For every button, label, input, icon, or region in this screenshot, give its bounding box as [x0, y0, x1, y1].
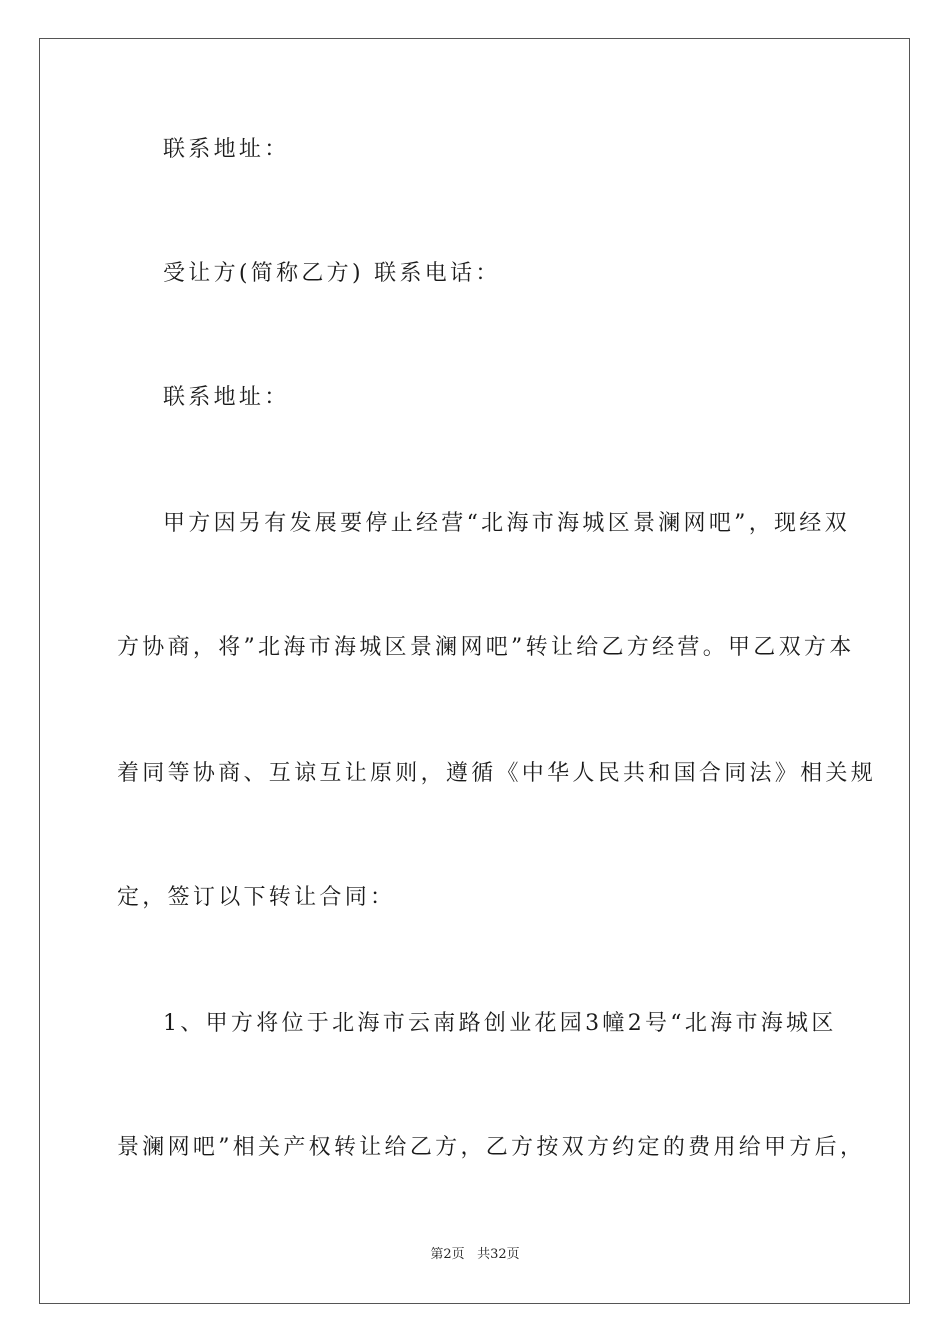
paragraph-line: 定，签订以下转让合同： — [117, 885, 396, 910]
contact-address-line-2: 联系地址： — [163, 385, 290, 410]
clause-line: 1、甲方将位于北海市云南路创业花园3幢2号“北海市海城区 — [163, 1011, 837, 1036]
page-number: 第2页 — [430, 1247, 465, 1262]
contact-address-line-1: 联系地址： — [163, 137, 290, 162]
paragraph-line: 甲方因另有发展要停止经营“北海市海城区景澜网吧”，现经双 — [163, 511, 850, 536]
transferee-line: 受让方(简称乙方) 联系电话： — [163, 261, 501, 286]
clause-line: 景澜网吧”相关产权转让给乙方，乙方按双方约定的费用给甲方后， — [117, 1135, 866, 1160]
page-footer — [0, 1246, 950, 1264]
page-border — [39, 38, 910, 1304]
page-total: 共32页 — [477, 1247, 520, 1262]
paragraph-line: 着同等协商、互谅互让原则，遵循《中华人民共和国合同法》相关规 — [117, 761, 877, 786]
paragraph-line: 方协商，将”北海市海城区景澜网吧”转让给乙方经营。甲乙双方本 — [117, 635, 855, 660]
